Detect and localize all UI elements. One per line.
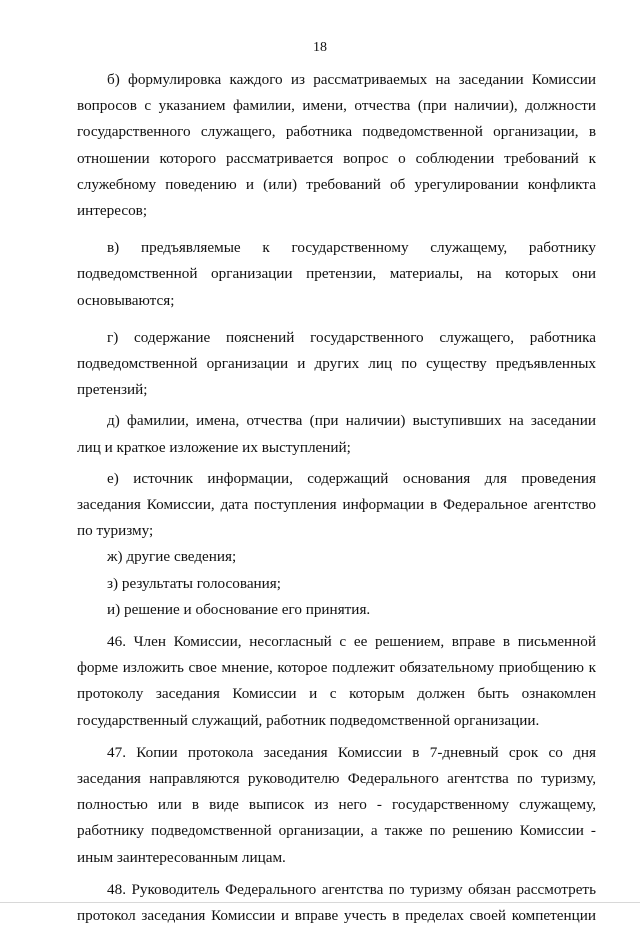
paragraph-item-g: г) содержание пояснений государственного служащего, работника подведомственной организации и других лиц по существу предъявленных претензий; bbox=[77, 328, 596, 399]
paragraph-48: 48. Руководитель Федерального агентства по туризму обязан рассмотреть протокол заседания Комиссии и вправе учесть в пределах своей компетенции bbox=[77, 880, 596, 925]
page-number: 18 bbox=[313, 40, 327, 55]
paragraph-item-z: з) результаты голосования; bbox=[107, 574, 282, 592]
paragraph-item-d: д) фамилии, имена, отчества (при наличии) выступивших на заседании лиц и краткое изложение их выступлений; bbox=[77, 412, 596, 456]
paragraph-47: 47. Копии протокола заседания Комиссии в 7-дневный срок со дня заседания направляются руководителю Федерального агентства по туризму, полностью или в виде выписок из него - государственному служащему, работнику подведомственной организации, а также по решению Комиссии - иным заинтересованным лицам. bbox=[77, 743, 596, 866]
paragraph-item-v: в) предъявляемые к государственному служащему, работнику подведомственной организации претензии, материалы, на которых они основываются; bbox=[77, 239, 596, 309]
paragraph-item-i: и) решение и обоснование его принятия. bbox=[107, 600, 371, 618]
paragraph-item-e: е) источник информации, содержащий основания для проведения заседания Комиссии, дата поступления информации в Федеральное агентство по туризму; bbox=[77, 469, 596, 540]
paragraph-item-b: б) формулировка каждого из рассматриваемых на заседании Комиссии вопросов с указанием фамилии, имени, отчества (при наличии), должности государственного служащего, работника подведомственной организации, в отношении которого рассматривается вопрос о соблюдении требований к служебному поведению и (или) требований об урегулировании конфликта интересов; bbox=[77, 71, 596, 220]
paragraph-item-zh: ж) другие сведения; bbox=[107, 548, 237, 566]
paragraph-46: 46. Член Комиссии, несогласный с ее решением, вправе в письменной форме изложить свое мнение, которое подлежит обязательному приобщению к протоколу заседания Комиссии и с которым должен быть ознакомлен государственный служащий, работник подведомственной организации. bbox=[77, 633, 596, 729]
page-bottom-edge bbox=[0, 902, 640, 903]
document-body bbox=[77, 67, 596, 929]
